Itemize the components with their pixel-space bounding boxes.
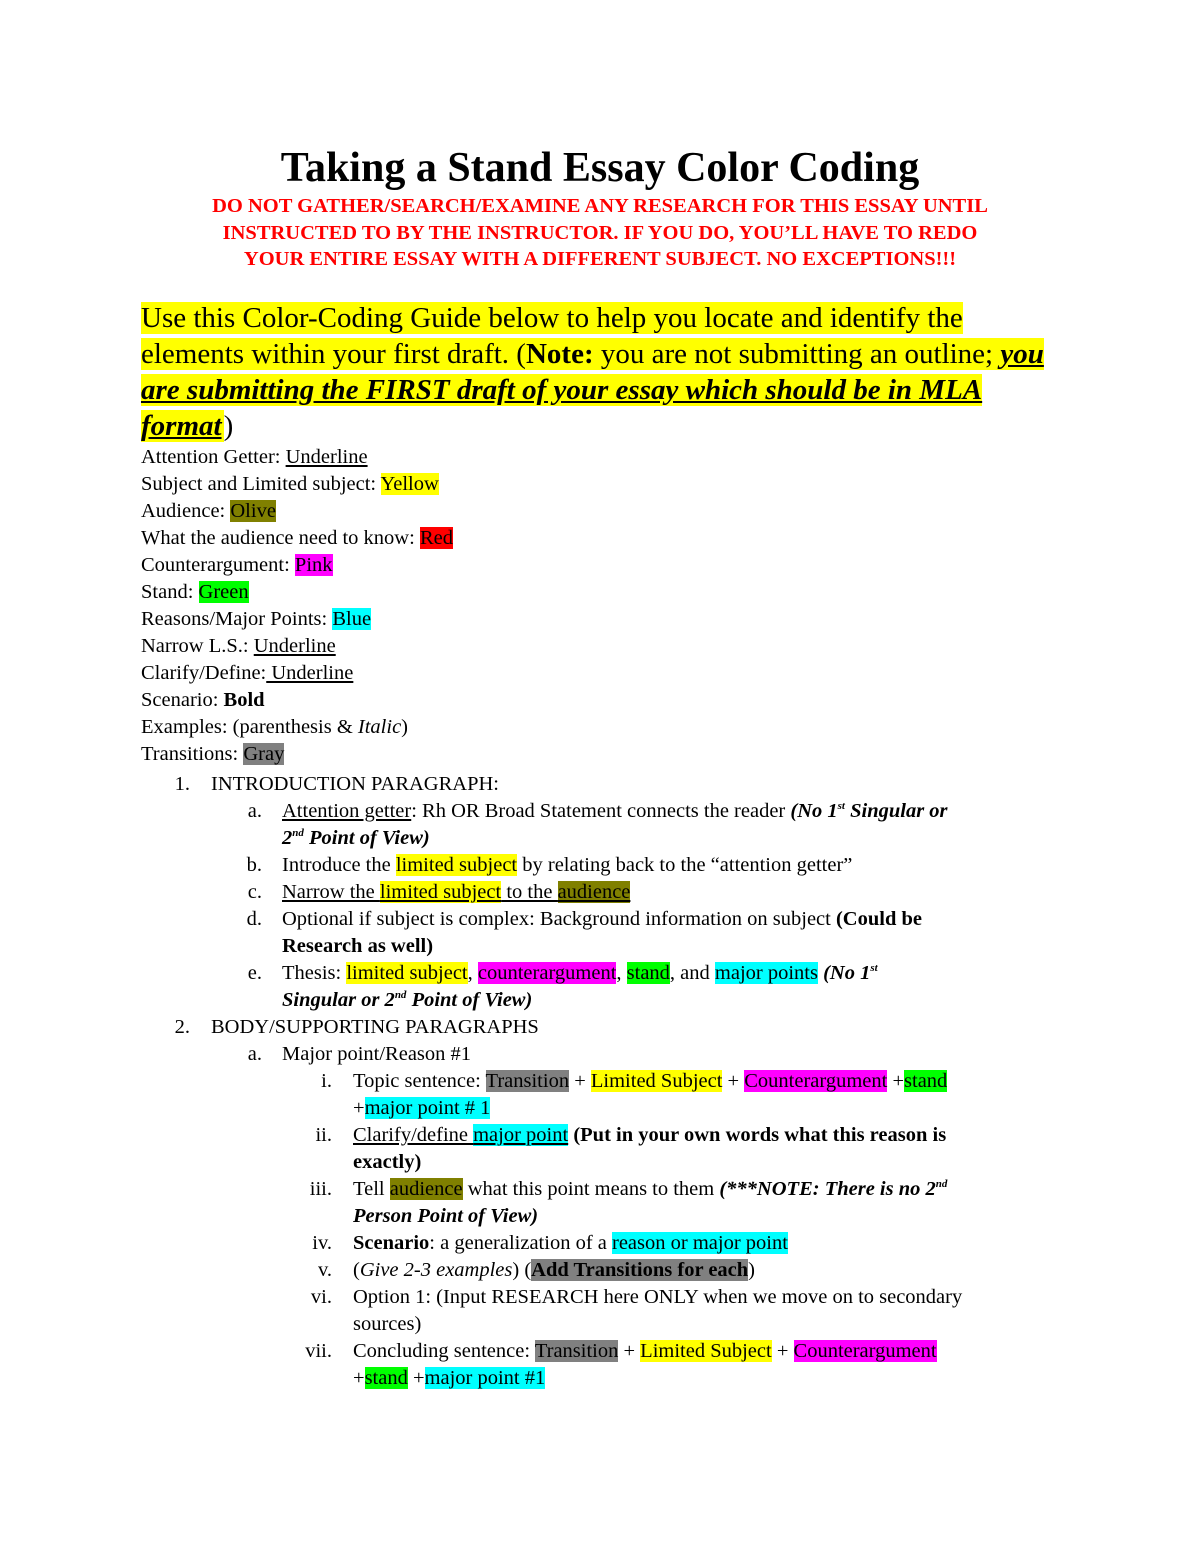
item-text: +: [887, 1070, 905, 1092]
item-text: Introduce the: [282, 854, 396, 876]
legend-label: Narrow L.S.:: [141, 635, 254, 657]
item-text: Singular or: [844, 800, 948, 822]
item-marker: e.: [247, 962, 262, 984]
superscript: nd: [292, 827, 304, 840]
body-item-iii-cont: [353, 1203, 538, 1230]
item-text: Point of View): [406, 989, 533, 1011]
intro-item-b: [282, 852, 852, 879]
item-text: (No 1: [790, 800, 838, 822]
item-emphasis: [719, 1178, 947, 1200]
intro-item-e: [282, 960, 878, 987]
legend-item: [141, 606, 453, 633]
intro-item-a-cont: [282, 825, 430, 852]
item-highlight: Transition: [485, 1070, 570, 1092]
guide-intro: [141, 300, 1071, 444]
item-highlight: audience: [557, 881, 631, 903]
body-item-vii-cont: [353, 1365, 545, 1392]
body-item-i-cont: [353, 1095, 490, 1122]
intro-close: ): [223, 410, 234, 442]
legend-item: [141, 444, 453, 471]
item-text: +: [771, 1340, 794, 1362]
legend-label: Stand:: [141, 581, 199, 603]
item-text: Tell: [353, 1178, 390, 1200]
item-text: +: [407, 1367, 425, 1389]
legend-value: Blue: [332, 608, 372, 630]
item-emphasis: [818, 962, 878, 984]
item-highlight: limited subject: [395, 854, 518, 876]
item-text: Optional if subject is complex: Background information on subject: [282, 908, 836, 930]
item-emphasis: [282, 989, 532, 1011]
body-item-ii-cont: [353, 1149, 421, 1176]
section-heading: BODY/SUPPORTING PARAGRAPHS: [211, 1016, 539, 1038]
item-marker: a.: [247, 800, 262, 822]
color-legend: [141, 444, 453, 768]
item-text: +: [353, 1367, 365, 1389]
intro-text: Use this Color-Coding Guide below to help you locate and identify the elements within your first draft. (: [141, 302, 963, 370]
legend-value: Olive: [230, 500, 276, 522]
legend-item: [141, 552, 453, 579]
section-number: 2.: [174, 1016, 190, 1038]
intro-emphasis: you are submitting the FIRST draft of your essay which should be in MLA format: [141, 338, 1044, 442]
superscript: nd: [394, 989, 407, 1002]
item-bold: Research as well): [282, 935, 434, 957]
item-marker: iv.: [312, 1232, 332, 1254]
body-item-vi: Option 1: (Input RESEARCH here ONLY when we move on to secondary: [353, 1286, 963, 1308]
item-marker: vi.: [310, 1286, 332, 1308]
item-text: Topic sentence:: [353, 1070, 486, 1092]
legend-value: Yellow: [380, 473, 439, 495]
intro-item-d-cont: [282, 933, 433, 960]
item-emphasis: [282, 827, 430, 849]
item-italic: Give 2-3 examples: [359, 1259, 513, 1281]
legend-value: Green: [198, 581, 249, 603]
item-text: Thesis:: [282, 962, 347, 984]
item-text: to the: [501, 881, 558, 903]
legend-value: Underline: [285, 446, 368, 468]
item-text: ): [748, 1259, 755, 1281]
body-item-i: [353, 1068, 947, 1095]
superscript: st: [870, 962, 878, 975]
legend-value: Pink: [294, 554, 333, 576]
superscript: nd: [935, 1178, 948, 1191]
legend-label: Counterargument:: [141, 554, 295, 576]
item-text: 2: [282, 827, 293, 849]
legend-label: Examples: (parenthesis &: [141, 716, 358, 738]
legend-item: [141, 498, 453, 525]
superscript: st: [837, 800, 845, 813]
item-text: +: [569, 1070, 591, 1092]
legend-item: [141, 525, 453, 552]
item-text: (: [353, 1259, 360, 1281]
legend-value: Red: [419, 527, 453, 549]
note-label: Note:: [525, 338, 594, 370]
legend-label: Clarify/Define:: [141, 662, 267, 684]
item-text: , and: [669, 962, 715, 984]
item-text: Point of View): [303, 827, 430, 849]
legend-value: Bold: [223, 689, 265, 711]
item-text: (***NOTE: There is no 2: [719, 1178, 936, 1200]
item-highlight: major point # 1: [364, 1097, 491, 1119]
item-text: by relating back to the “attention getter”: [517, 854, 853, 876]
section-heading: INTRODUCTION PARAGRAPH:: [211, 773, 499, 795]
legend-label: Audience:: [141, 500, 231, 522]
body-item-a: Major point/Reason #1: [282, 1043, 472, 1065]
item-highlight: Transition: [534, 1340, 619, 1362]
item-marker: c.: [247, 881, 262, 903]
intro-item-d: [282, 906, 922, 933]
intro-item-e-cont: [282, 987, 532, 1014]
item-text: : Rh OR Broad Statement connects the reader: [411, 800, 791, 822]
item-bold: (Could be: [835, 908, 922, 930]
item-marker: v.: [317, 1259, 332, 1281]
item-bold: (Put in your own words what this reason is: [568, 1124, 947, 1146]
item-highlight: Counterargument: [744, 1070, 888, 1092]
item-emphasis: Person Point of View): [353, 1205, 539, 1227]
item-marker: i.: [321, 1070, 332, 1092]
item-text: +: [722, 1070, 745, 1092]
item-marker: a.: [247, 1043, 262, 1065]
legend-label: Subject and Limited subject:: [141, 473, 381, 495]
item-highlight: stand: [904, 1070, 948, 1092]
item-highlight: major point #1: [424, 1367, 546, 1389]
warning-line: YOUR ENTIRE ESSAY WITH A DIFFERENT SUBJECT. NO EXCEPTIONS!!!: [243, 248, 957, 270]
legend-item: [141, 741, 453, 768]
item-marker: iii.: [309, 1178, 332, 1200]
intro-highlight: [141, 302, 1044, 442]
item-text: ,: [467, 962, 478, 984]
body-item-ii: [353, 1122, 946, 1149]
legend-label: Transitions:: [141, 743, 244, 765]
item-highlight: limited subject: [346, 962, 468, 984]
item-marker: vii.: [305, 1340, 332, 1362]
item-highlight: major points: [714, 962, 818, 984]
body-item-v: [353, 1257, 755, 1284]
item-text: Concluding sentence:: [353, 1340, 535, 1362]
item-text: : a generalization of a: [429, 1232, 612, 1254]
body-item-vi-cont: sources): [353, 1313, 422, 1335]
body-item-iii: [353, 1176, 947, 1203]
item-bold: Scenario: [353, 1232, 430, 1254]
legend-item: [141, 579, 453, 606]
item-highlight: Limited Subject: [590, 1070, 723, 1092]
legend-label: Reasons/Major Points:: [141, 608, 333, 630]
item-highlight: stand: [364, 1367, 408, 1389]
item-highlight: limited subject: [379, 881, 502, 903]
item-bold: exactly): [353, 1151, 422, 1173]
item-text: ,: [616, 962, 627, 984]
legend-value: Underline: [253, 635, 336, 657]
legend-label: What the audience need to know:: [141, 527, 420, 549]
section-number: 1.: [174, 773, 190, 795]
item-highlight: Limited Subject: [640, 1340, 772, 1362]
legend-item: [141, 633, 453, 660]
page-title: Taking a Stand Essay Color Coding: [280, 145, 920, 191]
legend-label: Attention Getter:: [141, 446, 286, 468]
item-marker: ii.: [315, 1124, 332, 1146]
intro-item-c: [282, 879, 630, 906]
legend-item: [141, 714, 453, 741]
legend-item: [141, 660, 453, 687]
legend-close: ): [401, 716, 408, 738]
legend-value: Underline: [266, 662, 354, 684]
item-text: +: [618, 1340, 641, 1362]
item-highlight: Counterargument: [793, 1340, 937, 1362]
note-text: you are not submitting an outline;: [593, 338, 1001, 370]
legend-label: Scenario:: [141, 689, 224, 711]
warning-line: DO NOT GATHER/SEARCH/EXAMINE ANY RESEARCH FOR THIS ESSAY UNTIL: [212, 195, 988, 217]
item-text: (No 1: [817, 962, 871, 984]
legend-value: Italic: [357, 716, 402, 738]
legend-value: Gray: [243, 743, 285, 765]
item-text: +: [353, 1097, 365, 1119]
item-highlight: reason or major point: [612, 1232, 788, 1254]
item-highlight: stand: [626, 962, 670, 984]
item-highlight: Add Transitions for each: [531, 1259, 749, 1281]
body-item-vii: [353, 1338, 937, 1365]
item-highlight: audience: [389, 1178, 463, 1200]
legend-item: [141, 471, 453, 498]
item-marker: b.: [246, 854, 262, 876]
item-text: what this point means to them: [462, 1178, 720, 1200]
item-highlight: counterargument: [477, 962, 617, 984]
item-emphasis: [790, 800, 947, 822]
item-marker: d.: [246, 908, 262, 930]
item-text: Singular or 2: [282, 989, 395, 1011]
intro-item-a: [282, 798, 948, 825]
item-text: Attention getter: [282, 800, 412, 822]
item-text: Clarify/define: [353, 1124, 474, 1146]
item-text: Narrow the: [282, 881, 380, 903]
item-text: ) (: [512, 1259, 532, 1281]
body-item-iv: [353, 1230, 788, 1257]
warning-line: INSTRUCTED TO BY THE INSTRUCTOR. IF YOU DO, YOU’LL HAVE TO REDO: [222, 221, 978, 244]
item-highlight: major point: [473, 1124, 569, 1146]
research-warning: [100, 193, 1100, 273]
legend-item: [141, 687, 453, 714]
